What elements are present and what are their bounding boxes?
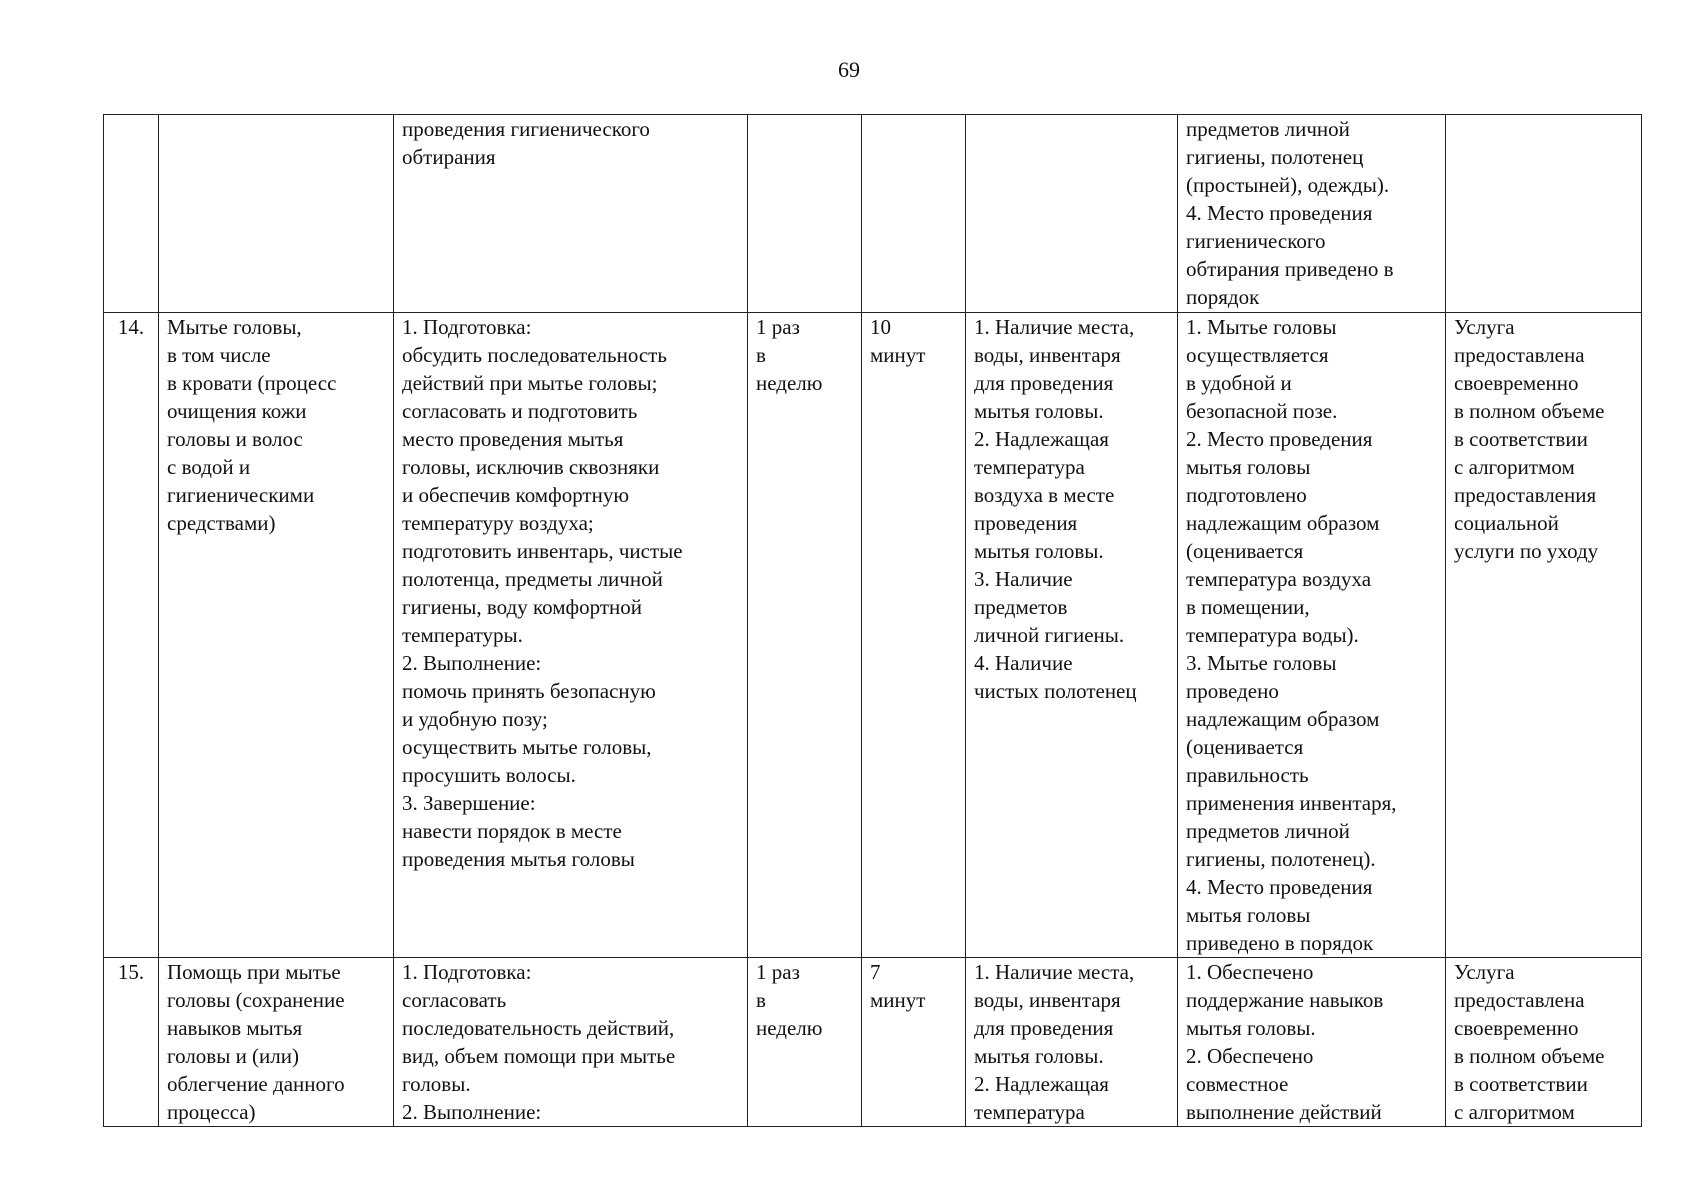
cell-line: с алгоритмом	[1454, 455, 1575, 479]
service-quality	[1178, 313, 1446, 958]
service-quality	[1178, 115, 1446, 313]
cell-line: гигиеническими	[167, 483, 315, 507]
cell-line: 1. Наличие места,	[974, 315, 1135, 339]
cell-line: в соответствии	[1454, 1072, 1588, 1096]
cell-line: помочь принять безопасную	[402, 679, 656, 703]
cell-line: действий при мытье головы;	[402, 371, 658, 395]
service-algorithm	[394, 115, 748, 313]
cell-line: 1. Подготовка:	[402, 960, 532, 984]
service-result	[1446, 958, 1642, 1127]
cell-line: 3. Завершение:	[402, 791, 536, 815]
cell-line: 2. Место проведения	[1186, 427, 1373, 451]
cell-line: приведено в порядок	[1186, 931, 1374, 955]
cell-line: согласовать	[402, 988, 507, 1012]
cell-line: гигиенического	[1186, 229, 1326, 253]
cell-line: навыков мытья	[167, 1016, 303, 1040]
row-number: 14.	[104, 313, 159, 958]
service-conditions	[966, 958, 1178, 1127]
cell-line: предоставлена	[1454, 988, 1585, 1012]
cell-line: для проведения	[974, 1016, 1114, 1040]
cell-line: обсудить последовательность	[402, 343, 667, 367]
cell-line: температуры.	[402, 623, 523, 647]
cell-line: 2. Надлежащая	[974, 1072, 1109, 1096]
cell-line: 1. Наличие места,	[974, 960, 1135, 984]
cell-line: в кровати (процесс	[167, 371, 337, 395]
cell-line: вид, объем помощи при мытье	[402, 1044, 676, 1068]
service-duration	[862, 115, 966, 313]
cell-line: порядок	[1186, 285, 1260, 309]
cell-line: проведения	[974, 511, 1078, 535]
cell-line: (простыней), одежды).	[1186, 173, 1390, 197]
cell-line: предметов личной	[1186, 819, 1350, 843]
service-conditions	[966, 313, 1178, 958]
cell-line: головы.	[402, 1072, 471, 1096]
cell-line: воды, инвентаря	[974, 988, 1121, 1012]
cell-line: 4. Место проведения	[1186, 875, 1373, 899]
cell-line: 2. Обеспечено	[1186, 1044, 1314, 1068]
cell-line: предоставления	[1454, 483, 1597, 507]
service-name	[159, 958, 394, 1127]
cell-line: поддержание навыков	[1186, 988, 1384, 1012]
cell-line: осуществляется	[1186, 343, 1329, 367]
cell-line: мытья головы.	[974, 1044, 1104, 1068]
cell-line: совместное	[1186, 1072, 1289, 1096]
cell-line: согласовать и подготовить	[402, 399, 638, 423]
cell-line: проведения мытья головы	[402, 847, 635, 871]
cell-line: 3. Наличие	[974, 567, 1073, 591]
service-frequency	[748, 313, 862, 958]
cell-line: предметов личной	[1186, 117, 1350, 141]
cell-line: в соответствии	[1454, 427, 1588, 451]
cell-line: навести порядок в месте	[402, 819, 622, 843]
cell-line: температура	[974, 455, 1085, 479]
cell-line: 2. Выполнение:	[402, 651, 542, 675]
cell-line: предоставлена	[1454, 343, 1585, 367]
cell-line: 1. Мытье головы	[1186, 315, 1337, 339]
cell-line: проведения гигиенического	[402, 117, 650, 141]
cell-line: гигиены, полотенец	[1186, 145, 1364, 169]
cell-line: надлежащим образом	[1186, 707, 1380, 731]
cell-line: 1 раз	[756, 960, 800, 984]
cell-line: полотенца, предметы личной	[402, 567, 663, 591]
service-conditions	[966, 115, 1178, 313]
service-duration	[862, 958, 966, 1127]
cell-line: 4. Наличие	[974, 651, 1073, 675]
service-frequency	[748, 958, 862, 1127]
cell-line: правильность	[1186, 763, 1309, 787]
cell-line: и удобную позу;	[402, 707, 548, 731]
cell-line: 2. Выполнение:	[402, 1100, 542, 1124]
cell-line: средствами)	[167, 511, 276, 535]
cell-line: социальной	[1454, 511, 1559, 535]
cell-line: температура	[974, 1100, 1085, 1124]
cell-line: 1. Обеспечено	[1186, 960, 1314, 984]
service-name	[159, 115, 394, 313]
cell-line: 7	[870, 960, 881, 984]
service-name	[159, 313, 394, 958]
services-table	[103, 114, 1642, 1127]
cell-line: головы и волос	[167, 427, 303, 451]
cell-line: чистых полотенец	[974, 679, 1137, 703]
cell-line: в	[756, 343, 766, 367]
cell-line: мытья головы.	[974, 539, 1104, 563]
cell-line: неделю	[756, 371, 823, 395]
cell-line: последовательность действий,	[402, 1016, 675, 1040]
cell-line: головы (сохранение	[167, 988, 345, 1012]
cell-line: температура воды).	[1186, 623, 1359, 647]
cell-line: в полном объеме	[1454, 1044, 1605, 1068]
cell-line: 1 раз	[756, 315, 800, 339]
cell-line: гигиены, воду комфортной	[402, 595, 642, 619]
cell-line: обтирания приведено в	[1186, 257, 1394, 281]
cell-line: для проведения	[974, 371, 1114, 395]
service-frequency	[748, 115, 862, 313]
cell-line: просушить волосы.	[402, 763, 576, 787]
cell-line: мытья головы.	[974, 399, 1104, 423]
cell-line: предметов	[974, 595, 1068, 619]
table-row	[104, 313, 1642, 958]
cell-line: в полном объеме	[1454, 399, 1605, 423]
cell-line: и обеспечив комфортную	[402, 483, 630, 507]
cell-line: 1. Подготовка:	[402, 315, 532, 339]
cell-line: в удобной и	[1186, 371, 1292, 395]
table-row	[104, 115, 1642, 313]
cell-line: обтирания	[402, 145, 496, 169]
cell-line: воздуха в месте	[974, 483, 1115, 507]
cell-line: мытья головы.	[1186, 1016, 1316, 1040]
cell-line: минут	[870, 988, 926, 1012]
cell-line: 3. Мытье головы	[1186, 651, 1337, 675]
cell-line: своевременно	[1454, 371, 1579, 395]
cell-line: очищения кожи	[167, 399, 307, 423]
cell-line: с водой и	[167, 455, 251, 479]
row-number: 15.	[104, 958, 159, 1127]
cell-line: (оценивается	[1186, 539, 1304, 563]
cell-line: подготовить инвентарь, чистые	[402, 539, 683, 563]
service-result	[1446, 115, 1642, 313]
cell-line: применения инвентаря,	[1186, 791, 1397, 815]
cell-line: выполнение действий	[1186, 1100, 1382, 1124]
cell-line: 4. Место проведения	[1186, 201, 1373, 225]
cell-line: мытья головы	[1186, 455, 1311, 479]
cell-line: осуществить мытье головы,	[402, 735, 652, 759]
cell-line: в том числе	[167, 343, 271, 367]
cell-line: головы, исключив сквозняки	[402, 455, 660, 479]
cell-line: 10	[870, 315, 891, 339]
cell-line: температура воздуха	[1186, 567, 1372, 591]
service-algorithm	[394, 958, 748, 1127]
service-quality	[1178, 958, 1446, 1127]
cell-line: (оценивается	[1186, 735, 1304, 759]
cell-line: головы и (или)	[167, 1044, 299, 1068]
cell-line: в помещении,	[1186, 595, 1310, 619]
cell-line: гигиены, полотенец).	[1186, 847, 1376, 871]
cell-line: услуги по уходу	[1454, 539, 1599, 563]
cell-line: проведено	[1186, 679, 1279, 703]
cell-line: облегчение данного	[167, 1072, 345, 1096]
cell-line: Услуга	[1454, 960, 1515, 984]
service-duration	[862, 313, 966, 958]
cell-line: место проведения мытья	[402, 427, 624, 451]
cell-line: мытья головы	[1186, 903, 1311, 927]
cell-line: подготовлено	[1186, 483, 1307, 507]
cell-line: Услуга	[1454, 315, 1515, 339]
cell-line: воды, инвентаря	[974, 343, 1121, 367]
service-algorithm	[394, 313, 748, 958]
cell-line: личной гигиены.	[974, 623, 1125, 647]
service-result	[1446, 313, 1642, 958]
cell-line: неделю	[756, 1016, 823, 1040]
cell-line: надлежащим образом	[1186, 511, 1380, 535]
cell-line: Помощь при мытье	[167, 960, 341, 984]
cell-line: с алгоритмом	[1454, 1100, 1575, 1124]
cell-line: процесса)	[167, 1100, 256, 1124]
cell-line: Мытье головы,	[167, 315, 302, 339]
cell-line: температуру воздуха;	[402, 511, 594, 535]
cell-line: безопасной позе.	[1186, 399, 1338, 423]
row-number	[104, 115, 159, 313]
cell-line: в	[756, 988, 766, 1012]
table-row	[104, 958, 1642, 1127]
page-number: 69	[838, 57, 860, 82]
cell-line: своевременно	[1454, 1016, 1579, 1040]
cell-line: 2. Надлежащая	[974, 427, 1109, 451]
cell-line: минут	[870, 343, 926, 367]
